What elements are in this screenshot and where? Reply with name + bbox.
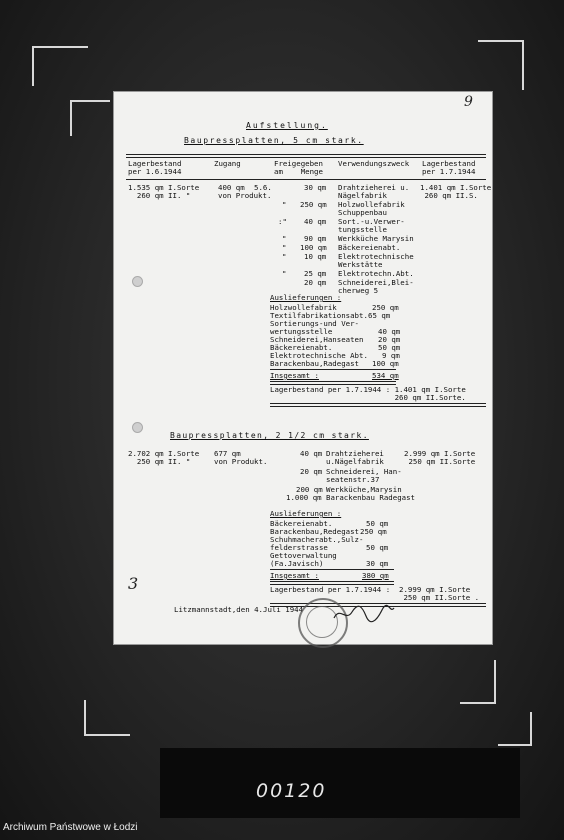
s2-total-rule (270, 569, 394, 570)
frame-line (478, 40, 524, 42)
header-rule (126, 154, 486, 158)
document-page (114, 92, 492, 644)
s2-row-purpose: Schneiderei, Han- seatenstr.37 (326, 467, 402, 485)
frame-line (32, 46, 88, 48)
frame-line (84, 734, 130, 736)
s1-row-qty: 250 qm (300, 200, 327, 209)
s2-delivery-name: Barackenbau,Redegast (270, 527, 359, 536)
s1-delivery-name: Bäckereienabt. (270, 343, 333, 352)
frame-line (70, 100, 72, 136)
s1-row-date: " (282, 243, 287, 252)
s1-row-qty: 30 qm (304, 183, 327, 192)
place-date: Litzmannstadt,den 4.Juli 1944 (174, 605, 304, 614)
s1-delivery-name: Holzwollefabrik (270, 303, 337, 312)
s2-row-qty: 1.000 qm (286, 493, 322, 502)
s1-row-qty: 90 qm (304, 234, 327, 243)
frame-line (32, 46, 34, 86)
s1-delivery-name: Sortierungs-und Ver- wertungsstelle (270, 319, 359, 337)
s1-delivery-name: Elektrotechnische Abt. (270, 351, 368, 360)
s2-delivery-qty: 30 qm (366, 559, 389, 568)
s1-total-rule (270, 369, 396, 370)
s2-delivery-name: Gettoverwaltung (Fa.Javisch) (270, 551, 337, 569)
s2-delivery-qty: 250 qm (360, 527, 387, 536)
col-header-freigegeben: Freigegeben am Menge (274, 159, 323, 177)
s1-row-purpose: Elektrotechnische Werkstätte (338, 252, 414, 270)
punch-hole (132, 422, 143, 433)
s1-zugang: 400 qm von Produkt. (218, 183, 272, 201)
s1-row-qty: 20 qm (304, 278, 327, 287)
frame-line (84, 700, 86, 736)
s1-row-purpose: Bäckereienabt. (338, 243, 401, 252)
s2-deliveries-title: Auslieferungen : (270, 509, 342, 518)
s1-balance-rule (270, 403, 486, 407)
s1-delivery-qty: 250 qm (372, 303, 399, 312)
s1-row-date: " (282, 252, 287, 261)
s1-row-purpose: Holzwollefabrik Schuppenbau (338, 200, 405, 218)
s2-row-purpose: Barackenbau Radegast (326, 493, 415, 502)
s1-row-date: " (282, 234, 287, 243)
s1-deliveries-title: Auslieferungen : (270, 293, 342, 302)
frame-line (494, 660, 496, 704)
s1-delivery-qty: 50 qm (378, 343, 401, 352)
film-strip-bar (160, 748, 520, 818)
s2-total-value: 380 qm (362, 571, 389, 580)
s1-row-purpose: Sort.-u.Verwer- tungsstelle (338, 217, 405, 235)
s2-stock-start: 2.702 qm I.Sorte 250 qm II. " (128, 449, 200, 467)
col-header-zugang: Zugang (214, 159, 241, 168)
s1-delivery-name: Barackenbau,Radegast (270, 359, 359, 368)
s1-row-date: :" (278, 217, 287, 226)
left-mark: 3 (128, 574, 139, 593)
archive-label: Archiwum Państwowe w Łodzi (3, 822, 138, 833)
s1-row-qty: 25 qm (304, 269, 327, 278)
s1-delivery-qty: 9 qm (382, 351, 400, 360)
s2-row-purpose: Werkküche,Marysin (326, 485, 402, 494)
s1-total-value: 534 qm (372, 371, 399, 380)
frame-line (522, 40, 524, 90)
s1-row-purpose: Drahtzieherei u. Nägelfabrik (338, 183, 410, 201)
document-title: Aufstellung. (246, 121, 328, 130)
s1-row-date: 5.6. (254, 183, 272, 192)
s1-row-qty: 10 qm (304, 252, 327, 261)
s2-delivery-qty: 50 qm (366, 519, 389, 528)
s1-total-label: Insgesamt : (270, 371, 319, 380)
s1-row-purpose: Elektrotechn.Abt. (338, 269, 414, 278)
s1-row-purpose: Schneiderei,Blei- cherweg 5 (338, 278, 414, 296)
frame-line (70, 100, 110, 102)
header-rule-bottom (126, 179, 486, 180)
s2-stock-end: 2.999 qm I.Sorte 250 qm II.Sorte (404, 449, 476, 467)
s1-delivery-qty: 65 qm (368, 311, 391, 320)
s2-balance: Lagerbestand per 1.7.1944 : 2.999 qm I.Sorte 250 qm II.Sorte . (270, 585, 480, 603)
s2-total-label: Insgesamt : (270, 571, 319, 580)
s1-delivery-qty: 40 qm (378, 327, 401, 336)
signature (332, 602, 396, 626)
s1-delivery-qty: 100 qm (372, 359, 399, 368)
s1-row-date: " (282, 200, 287, 209)
s1-delivery-qty: 20 qm (378, 335, 401, 344)
frame-line (498, 744, 532, 746)
s2-delivery-name: Schuhmacherabt.,Sulz- felderstrasse (270, 535, 364, 553)
s1-stock-start: 1.535 qm I.Sorte 260 qm II. " (128, 183, 200, 201)
section1-title: Baupressplatten, 5 cm stark. (184, 136, 364, 145)
s1-delivery-name: Textilfabrikationsabt. (270, 311, 368, 320)
s1-row-purpose: Werkküche Marysin (338, 234, 414, 243)
s2-delivery-name: Bäckereienabt. (270, 519, 333, 528)
s2-row-qty: 20 qm (300, 467, 323, 476)
s2-row-qty: 40 qm (300, 449, 323, 458)
s1-row-qty: 40 qm (304, 217, 327, 226)
col-header-stock-start: Lagerbestand per 1.6.1944 (128, 159, 182, 177)
s1-row-qty: 100 qm (300, 243, 327, 252)
s2-row-purpose: Drahtzieherei u.Nägelfabrik (326, 449, 384, 467)
s1-row-date: " (282, 269, 287, 278)
s2-zugang: 677 qm von Produkt. (214, 449, 268, 467)
col-header-stock-end: Lagerbestand per 1.7.1944 (422, 159, 476, 177)
s1-stock-end: 1.401 qm I.Sorte 260 qm II.S. (420, 183, 492, 201)
s2-row-qty: 200 qm (296, 485, 323, 494)
s1-balance: Lagerbestand per 1.7.1944 : 1.401 qm I.Sorte 260 qm II.Sorte. (270, 385, 466, 403)
punch-hole (132, 276, 143, 287)
page-mark: 9 (464, 94, 473, 110)
s1-delivery-name: Schneiderei,Hanseaten (270, 335, 364, 344)
frame-line (460, 702, 496, 704)
frame-line (530, 712, 532, 746)
s2-delivery-qty: 50 qm (366, 543, 389, 552)
section2-title: Baupressplatten, 2 1/2 cm stark. (170, 431, 369, 440)
col-header-purpose: Verwendungszweck (338, 159, 410, 168)
frame-number: 00120 (256, 780, 327, 802)
